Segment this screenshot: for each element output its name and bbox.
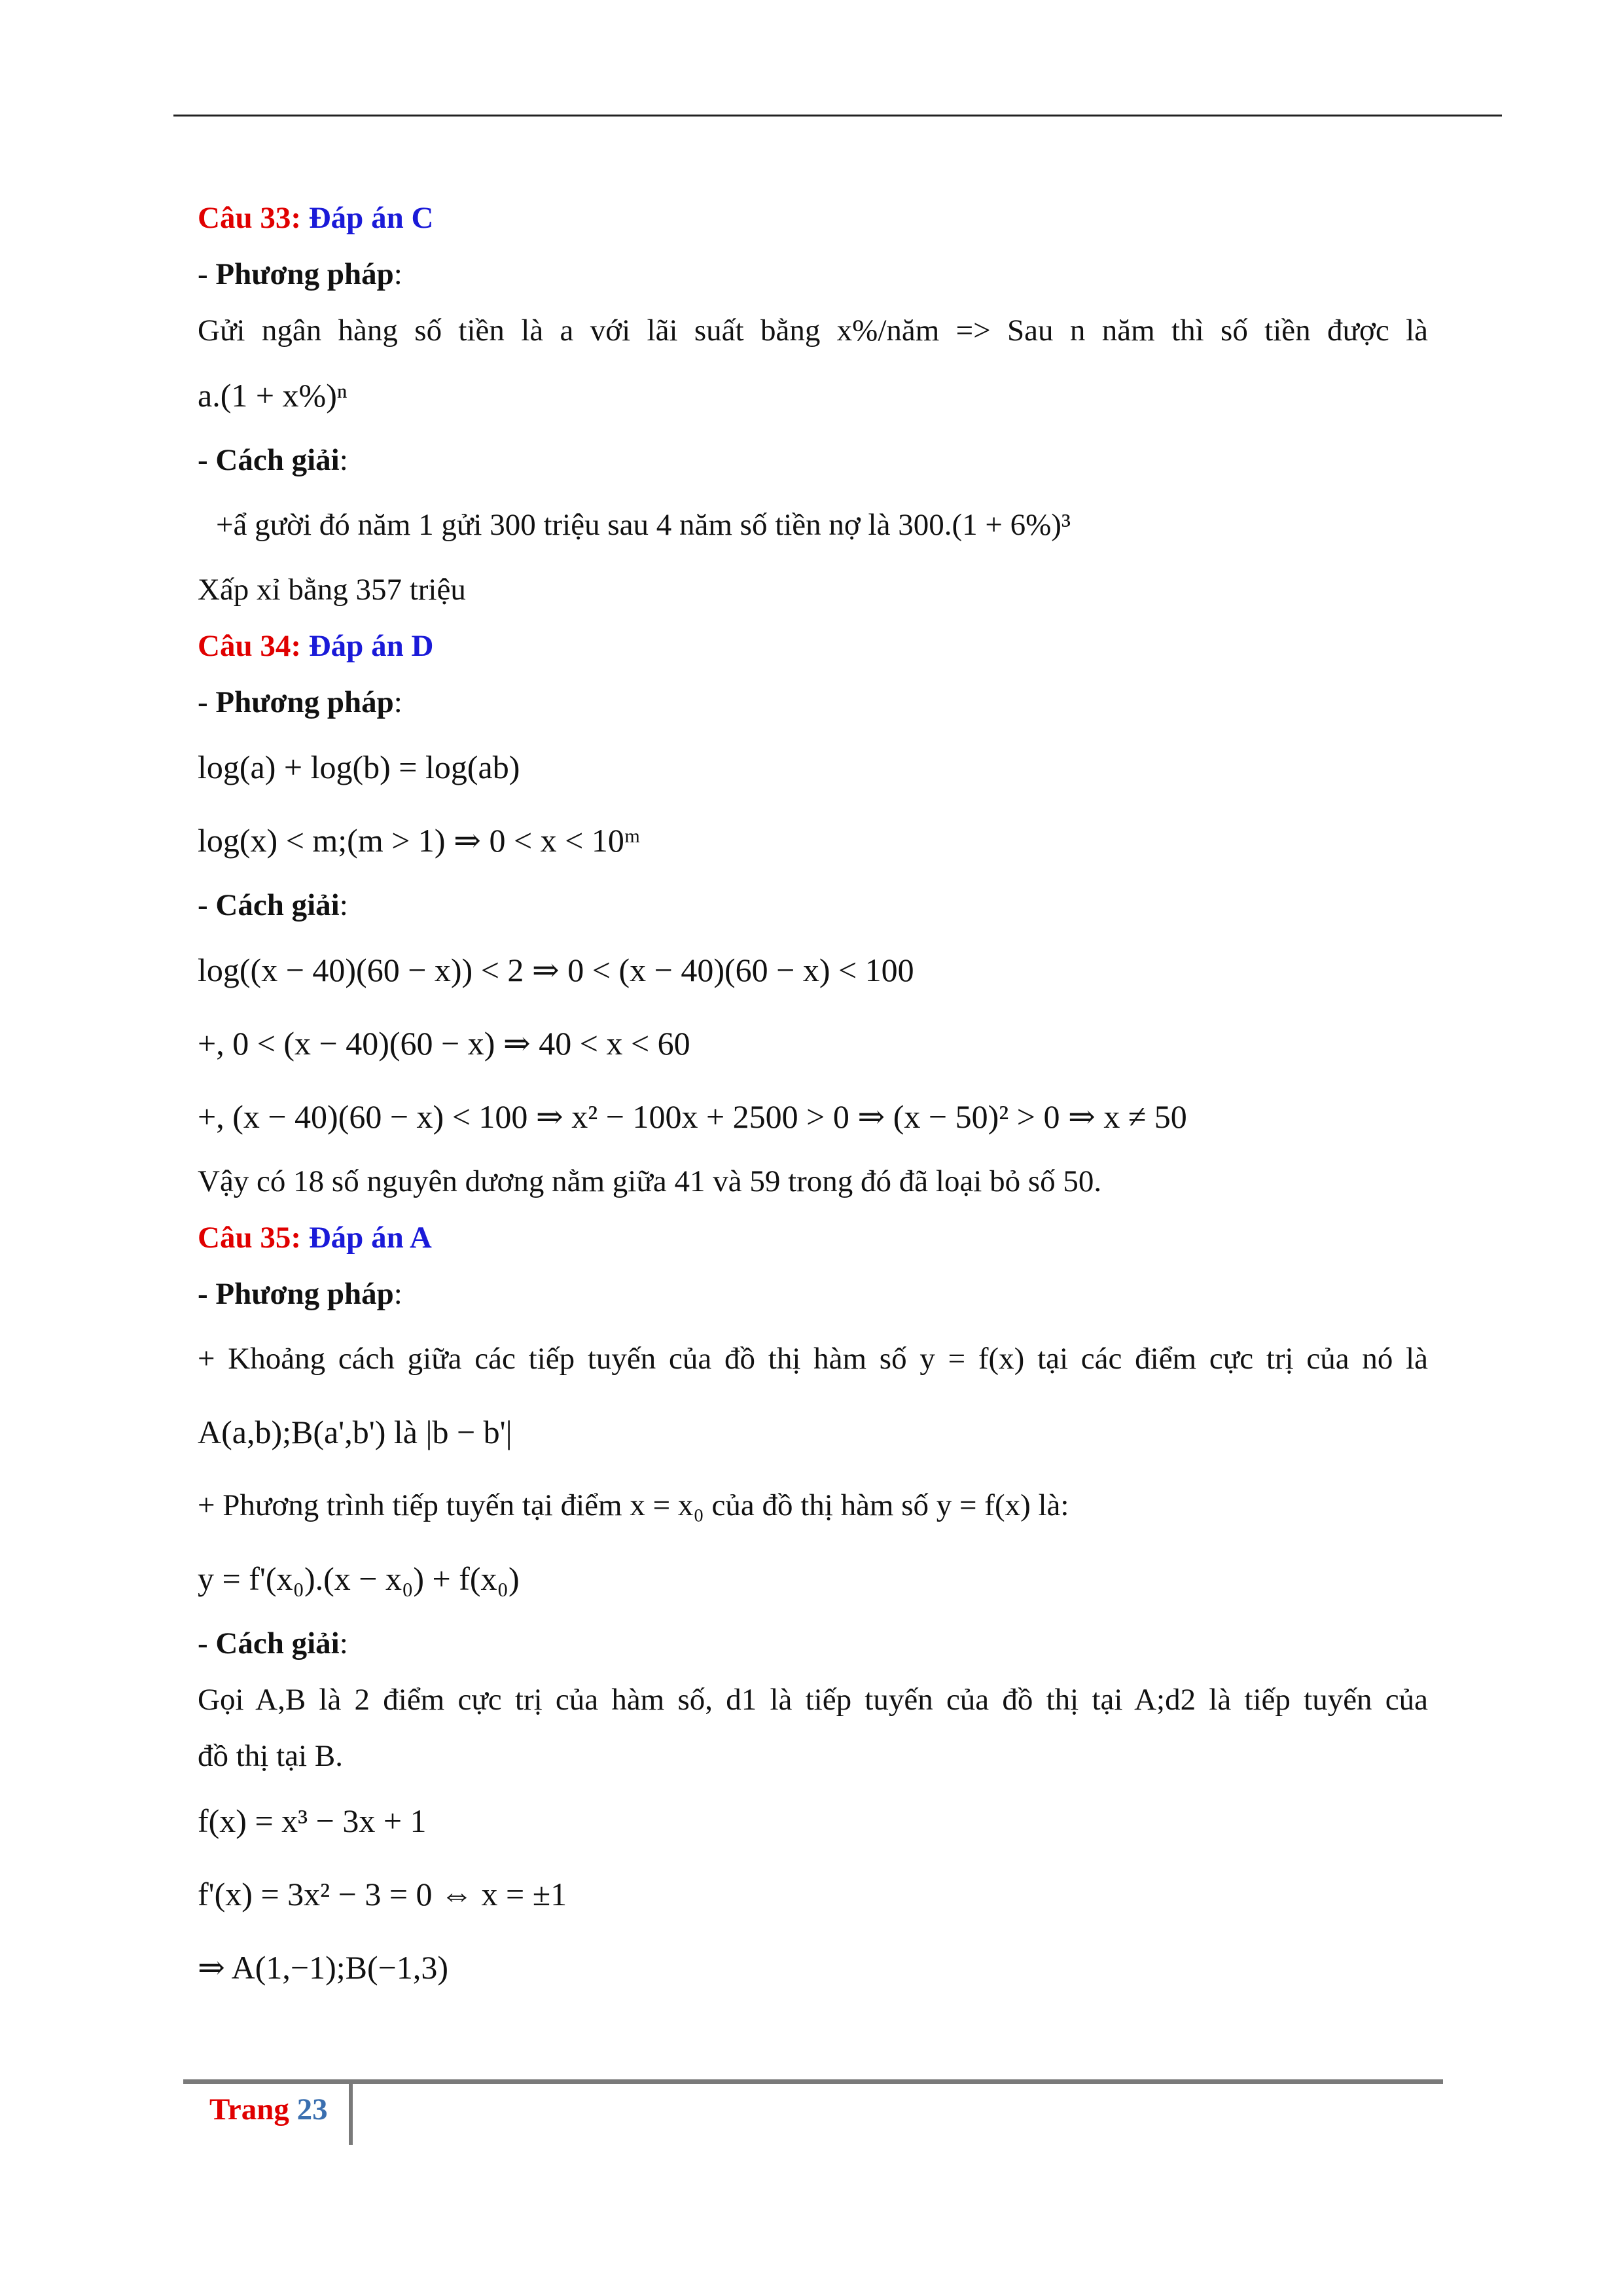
q35-heading <box>198 1210 1428 1266</box>
q35-rule2-formula: y = f'(x₀).(x − x₀) + f(x₀) <box>198 1560 520 1597</box>
q35-method-heading: - Phương pháp: <box>198 1277 402 1311</box>
q35-solution-heading: - Cách giải: <box>198 1626 348 1660</box>
page-footer <box>209 2092 328 2127</box>
q34-method-label: - Phương pháp <box>198 685 394 719</box>
q34-rule1: log(a) + log(b) = log(ab) <box>198 749 520 785</box>
q33-solution-heading: - Cách giải: <box>198 443 348 477</box>
q33-method-heading: - Phương pháp: <box>198 257 402 291</box>
q34-solution-heading: - Cách giải: <box>198 888 348 922</box>
q33-method-label: - Phương pháp <box>198 257 394 291</box>
q35-points: ⇒ A(1,−1);B(−1,3) <box>198 1949 448 1986</box>
q34-label: Câu 34: <box>198 629 301 663</box>
page-number: 23 <box>296 2092 328 2126</box>
q33-method-text: Gửi ngân hàng số tiền là a với lãi suất bằng x%/năm => Sau n năm thì số tiền được là <box>198 314 1428 348</box>
page-content <box>198 190 1428 2004</box>
q35-answer: Đáp án A <box>308 1221 432 1255</box>
q34-conclusion: Vậy có 18 số nguyên dương nằm giữa 41 và 59 trong đó đã loại bỏ số 50. <box>198 1164 1102 1198</box>
q34-heading <box>198 618 1428 674</box>
q34-step3: +, (x − 40)(60 − x) < 100 ⇒ x² − 100x + 2500 > 0 ⇒ (x − 50)² > 0 ⇒ x ≠ 50 <box>198 1098 1187 1135</box>
footer-label: Trang <box>209 2092 289 2126</box>
q34-answer: Đáp án D <box>308 629 434 663</box>
q35-method-label: - Phương pháp <box>198 1277 394 1311</box>
q35-derivative: f'(x) = 3x² − 3 = 0 ⇔ x = ±1 <box>198 1876 567 1912</box>
q33-answer: Đáp án C <box>308 201 434 235</box>
q34-step2: +, 0 < (x − 40)(60 − x) ⇒ 40 < x < 60 <box>198 1025 690 1062</box>
q35-function: f(x) = x³ − 3x + 1 <box>198 1803 427 1839</box>
header-rule <box>173 115 1502 117</box>
q34-rule2: log(x) < m;(m > 1) ⇒ 0 < x < 10ᵐ <box>198 822 641 859</box>
q35-solution-label: - Cách giải <box>198 1626 340 1660</box>
q35-rule1-text: + Khoảng cách giữa các tiếp tuyến của đồ thị hàm số y = f(x) tại các điểm cực trị của nó là <box>198 1342 1428 1376</box>
q33-conclusion: Xấp xỉ bằng 357 triệu <box>198 573 466 607</box>
q33-heading <box>198 190 1428 246</box>
q34-step1: log((x − 40)(60 − x)) < 2 ⇒ 0 < (x − 40)(60 − x) < 100 <box>198 952 914 988</box>
q34-method-heading: - Phương pháp: <box>198 685 402 719</box>
q35-solution-text-2: đồ thị tại B. <box>198 1739 343 1773</box>
q33-solution-label: - Cách giải <box>198 443 340 477</box>
q34-solution-label: - Cách giải <box>198 888 340 922</box>
q35-rule2-text: + Phương trình tiếp tuyến tại điểm x = x₀ của đồ thị hàm số y = f(x) là: <box>198 1488 1069 1522</box>
q33-solution-line: +ẩ gười đó năm 1 gửi 300 triệu sau 4 năm số tiền nợ là 300.(1 + 6%)³ <box>216 508 1071 542</box>
q35-solution-text: Gọi A,B là 2 điểm cực trị của hàm số, d1 là tiếp tuyến của đồ thị tại A;d2 là tiếp tuyến của <box>198 1683 1428 1717</box>
q35-rule1-formula: A(a,b);B(a',b') là |b − b'| <box>198 1414 512 1450</box>
q35-label: Câu 35: <box>198 1221 301 1255</box>
q33-formula: a.(1 + x%)ⁿ <box>198 377 348 414</box>
footer-divider <box>349 2079 353 2145</box>
q33-label: Câu 33: <box>198 201 301 235</box>
footer-rule <box>183 2079 1443 2084</box>
